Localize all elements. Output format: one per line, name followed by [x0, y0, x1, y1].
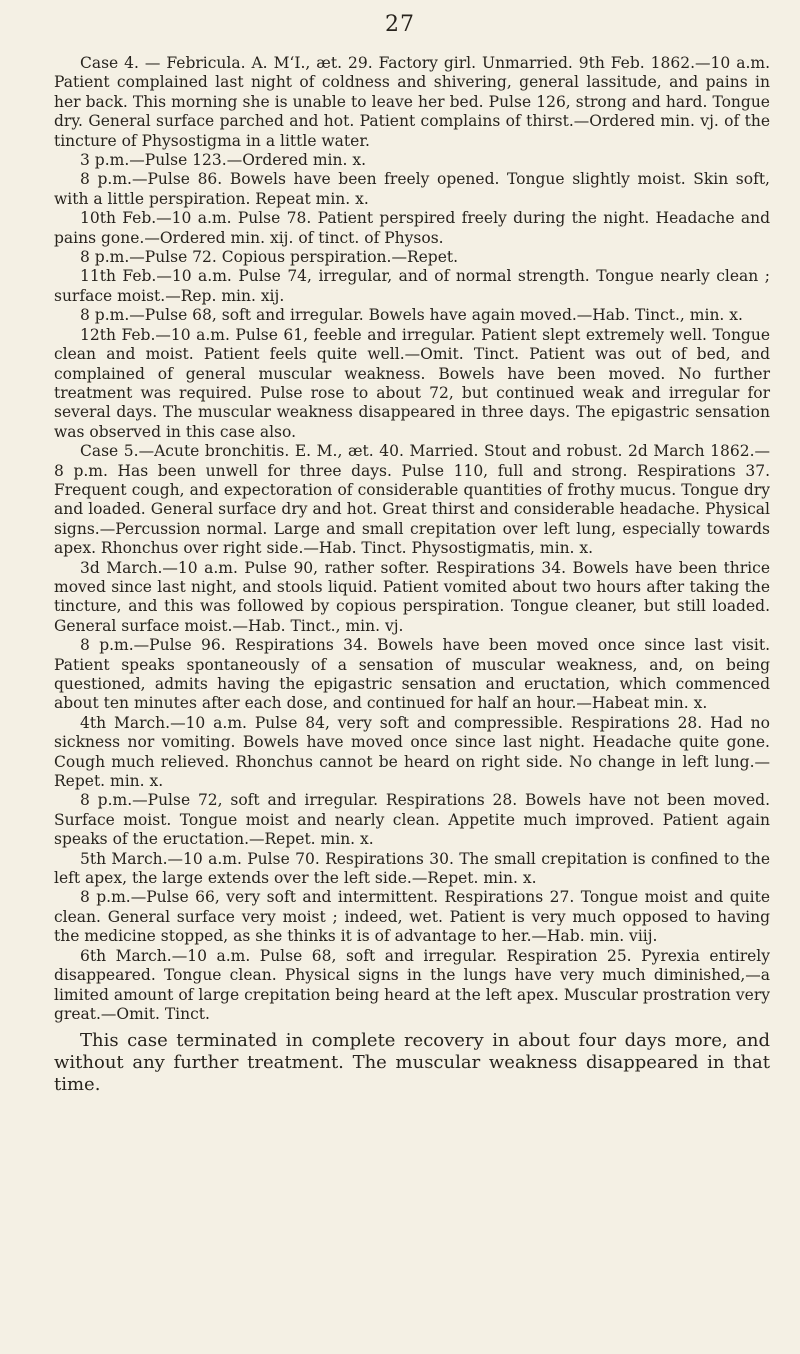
paragraph-entry: 12th Feb.—10 a.m. Pulse 61, feeble and irregular. Patient slept extremely well. Tongue clean and moist. Patient feels quite well.—Omit. Tinct. Patient was out of bed, and complained of general muscular weakness. Bowels have been moved. No further treatment was required. Pulse rose to about 72, but continued weak and irregular for several days. The muscular weakness disappeared in three days. The epigastric sensation was observed in this case also.: [54, 325, 770, 441]
paragraph-entry: 8 p.m.—Pulse 86. Bowels have been freely opened. Tongue slightly moist. Skin soft, with a little perspiration. Repeat min. x.: [54, 170, 770, 208]
paragraph-entry: 8 p.m.—Pulse 72, soft and irregular. Respirations 28. Bowels have not been moved. Surface moist. Tongue moist and nearly clean. Appetite much improved. Patient again speaks of the eructation.—Repet. min. x.: [54, 791, 770, 849]
paragraph-entry: 8 p.m.—Pulse 72. Copious perspiration.—Repet.: [80, 248, 459, 267]
paragraph-entry: 6th March.—10 a.m. Pulse 68, soft and irregular. Respiration 25. Pyrexia entirely disappeared. Tongue clean. Physical signs in the lungs have very much diminished,—a limited amount of large crepitation being heard at the left apex. Muscular prostration very great.—Omit. Tinct.: [54, 946, 770, 1023]
page-number: 27: [385, 12, 415, 37]
paragraph-entry: 5th March.—10 a.m. Pulse 70. Respirations 30. The small crepitation is confined to the left apex, the large extends over the left side.—Repet. min. x.: [54, 849, 770, 888]
paragraph-entry: 8 p.m.—Pulse 66, very soft and intermittent. Respirations 27. Tongue moist and quite clean. General surface very moist ; indeed, wet. Patient is very much opposed to having the medicine stopped, as she thinks it is of advantage to her.—Hab. min. viij.: [54, 888, 770, 946]
paragraph-entry: 4th March.—10 a.m. Pulse 84, very soft and compressible. Respirations 28. Had no sickness nor vomiting. Bowels have moved once since last night. Headache quite gone. Cough much relieved. Rhonchus cannot be heard on right side. No change in left lung.—Repet. min. x.: [54, 713, 770, 791]
paragraph-entry: 11th Feb.—10 a.m. Pulse 74, irregular, and of normal strength. Tongue nearly clean ; surface moist.—Rep. min. xij.: [54, 267, 770, 305]
paragraph-entry: 8 p.m.—Pulse 96. Respirations 34. Bowels have been moved once since last visit. Patient speaks spontaneously of a sensation of muscular weakness, and, on being questioned, admits having the epigastric sensation and eructation, which commenced about ten minutes after each dose, and continued for half an hour.—Habeat min. x.: [54, 636, 770, 713]
paragraph-case-5-intro: Case 5.—Acute bronchitis. E. M., æt. 40. Married. Stout and robust. 2d March 1862.—8 p.m. Has been unwell for three days. Pulse 110, full and strong. Respirations 37. Frequent cough, and expectoration of considerable quantities of frothy mucus. Tongue dry and loaded. General surface dry and hot. Great thirst and considerable headache. Physical signs.—Percussion normal. Large and small crepitation over left lung, especially towards apex. Rhonchus over right side.—Hab. Tinct. Physostigmatis, min. x.: [54, 442, 770, 558]
paragraph-entry: 8 p.m.—Pulse 68, soft and irregular. Bowels have again moved.—Hab. Tinct., min. x.: [80, 306, 743, 325]
paragraph-entry: 3d March.—10 a.m. Pulse 90, rather softer. Respirations 34. Bowels have been thrice moved since last night, and stools liquid. Patient vomited about two hours after taking the tincture, and this was followed by copious perspiration. Tongue cleaner, but still loaded. General surface moist.—Hab. Tinct., min. vj.: [54, 558, 770, 635]
paragraph-entry: 3 p.m.—Pulse 123.—Ordered min. x.: [80, 151, 367, 170]
paragraph-case-4-intro: Case 4. — Febricula. A. M‘I., æt. 29. Factory girl. Unmarried. 9th Feb. 1862.—10 a.m. Patient complained last night of coldness and shivering, general lassitude, and pains in her back. This morning she is unable to leave her bed. Pulse 126, strong and hard. Tongue dry. General surface parched and hot. Patient complains of thirst.—Ordered min. vj. of the tincture of Physostigma in a little water.: [54, 54, 770, 150]
closing-paragraph: This case terminated in complete recovery in about four days more, and without any further treatment. The muscular weakness disappeared in that time.: [54, 1030, 770, 1096]
paragraph-entry: 10th Feb.—10 a.m. Pulse 78. Patient perspired freely during the night. Headache and pains gone.—Ordered min. xij. of tinct. of Physos.: [54, 209, 770, 247]
document-body: [54, 54, 770, 1096]
